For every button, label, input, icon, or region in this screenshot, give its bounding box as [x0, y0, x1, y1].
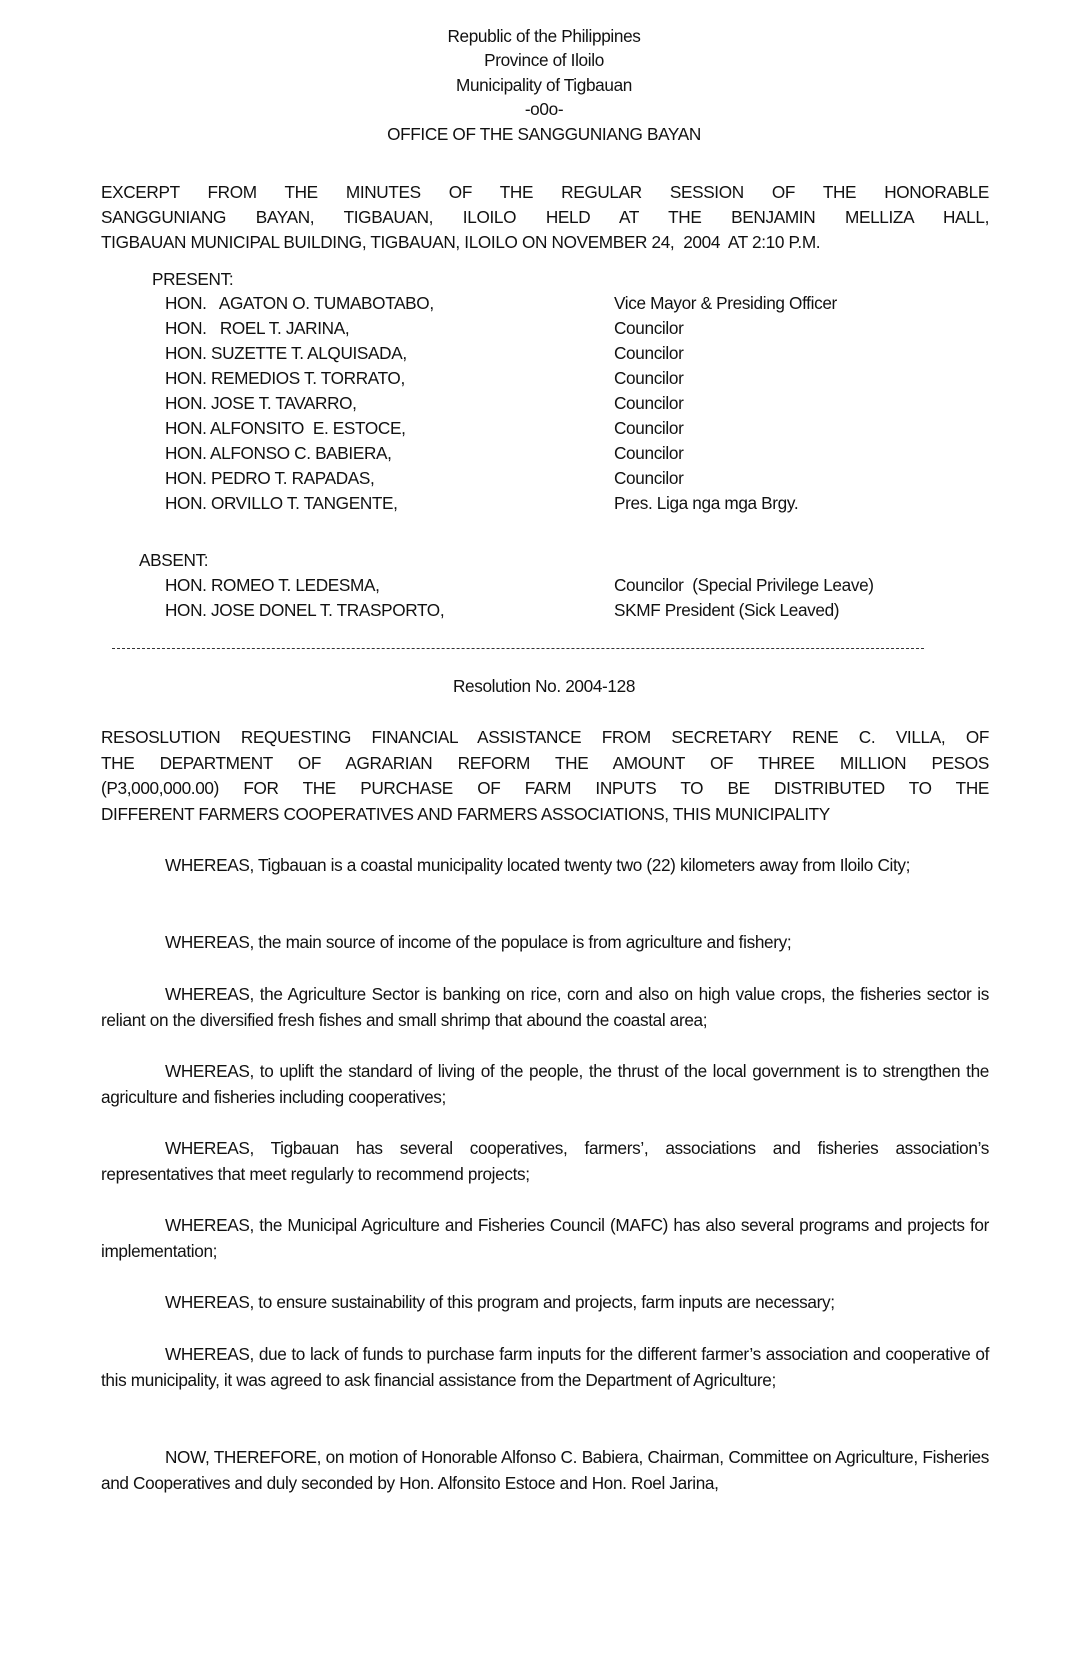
attendee-name: HON. SUZETTE T. ALQUISADA, — [165, 343, 407, 363]
attendee-role: Councilor — [614, 443, 684, 463]
excerpt-line: TIGBAUAN MUNICIPAL BUILDING, TIGBAUAN, ILOILO ON NOVEMBER 24, 2004 AT 2:10 P.M. — [101, 232, 821, 252]
attendee-name: HON. ALFONSO C. BABIERA, — [165, 443, 392, 463]
attendee-row — [165, 441, 985, 466]
letterhead-country: Republic of the Philippines — [447, 26, 641, 46]
attendee-role: Councilor — [614, 418, 684, 438]
whereas-clause: WHEREAS, the Agriculture Sector is banking on rice, corn and also on high value crops, the fisheries sector is reliant on the diversified fresh fishes and small shrimp that abound the coastal area; — [101, 984, 989, 1030]
attendee-name: HON. JOSE T. TAVARRO, — [165, 393, 357, 413]
whereas-clause: WHEREAS, due to lack of funds to purchase farm inputs for the different farmer’s association and cooperative of this municipality, it was agreed to ask financial assistance from the Department of Agriculture; — [101, 1344, 989, 1390]
whereas-clause: WHEREAS, the main source of income of the populace is from agriculture and fishery; — [165, 932, 792, 952]
attendee-row — [165, 466, 985, 491]
absent-label: ABSENT: — [139, 550, 209, 570]
resolution-title-line: RESOSLUTION REQUESTING FINANCIAL ASSISTANCE FROM SECRETARY RENE C. VILLA, OF — [101, 727, 989, 747]
resolution-title-line: (P3,000,000.00) FOR THE PURCHASE OF FARM INPUTS TO BE DISTRIBUTED TO THE — [101, 778, 989, 799]
letterhead-separator: -o0o- — [524, 99, 564, 120]
absentee-row — [165, 598, 985, 623]
excerpt-heading — [101, 180, 989, 255]
absentee-name: HON. JOSE DONEL T. TRASPORTO, — [165, 600, 445, 620]
absentee-row — [165, 573, 985, 598]
now-therefore-clause: NOW, THEREFORE, on motion of Honorable Alfonso C. Babiera, Chairman, Committee on Agriculture, Fisheries and Cooperatives and duly seconded by Hon. Alfonsito Estoce and Hon. Roel Jarina, — [101, 1447, 989, 1493]
attendee-role: Pres. Liga nga mga Brgy. — [614, 493, 799, 513]
attendee-row — [165, 416, 985, 441]
resolution-title-line: THE DEPARTMENT OF AGRARIAN REFORM THE AMOUNT OF THREE MILLION PESOS — [101, 752, 989, 773]
attendee-role: Councilor — [614, 368, 684, 388]
resolution-title-line: DIFFERENT FARMERS COOPERATIVES AND FARMERS ASSOCIATIONS, THIS MUNICIPALITY — [101, 803, 830, 824]
whereas-clause: WHEREAS, Tigbauan has several cooperatives, farmers’, associations and fisheries association’s representatives that meet regularly to recommend projects; — [101, 1138, 989, 1184]
attendee-role: Councilor — [614, 318, 684, 338]
attendee-row — [165, 291, 985, 316]
attendee-name: HON. PEDRO T. RAPADAS, — [165, 468, 375, 488]
attendee-row — [165, 366, 985, 391]
whereas-clause: WHEREAS, to uplift the standard of living of the people, the thrust of the local government is to strengthen the agriculture and fisheries including cooperatives; — [101, 1061, 989, 1107]
present-label: PRESENT: — [152, 269, 234, 289]
letterhead — [0, 24, 1088, 146]
absentee-role: Councilor (Special Privilege Leave) — [614, 575, 874, 595]
attendee-row — [165, 341, 985, 366]
attendee-row — [165, 316, 985, 341]
resolution-title — [101, 725, 989, 827]
letterhead-office: OFFICE OF THE SANGGUNIANG BAYAN — [387, 123, 701, 144]
letterhead-municipality: Municipality of Tigbauan — [456, 74, 632, 95]
whereas-clause: WHEREAS, the Municipal Agriculture and Fisheries Council (MAFC) has also several programs and projects for implementation; — [101, 1215, 989, 1261]
attendee-name: HON. ORVILLO T. TANGENTE, — [165, 493, 398, 513]
excerpt-line: EXCERPT FROM THE MINUTES OF THE REGULAR SESSION OF THE HONORABLE — [101, 182, 989, 202]
attendee-role: Councilor — [614, 343, 684, 363]
absentee-name: HON. ROMEO T. LEDESMA, — [165, 575, 380, 595]
whereas-clause: WHEREAS, to ensure sustainability of this program and projects, farm inputs are necessary; — [165, 1292, 835, 1312]
resolution-number: Resolution No. 2004-128 — [452, 676, 636, 696]
attendee-role: Councilor — [614, 468, 684, 488]
attendee-name: HON. ALFONSITO E. ESTOCE, — [165, 418, 406, 438]
whereas-clause: WHEREAS, Tigbauan is a coastal municipality located twenty two (22) kilometers away from Iloilo City; — [165, 855, 911, 875]
letterhead-province: Province of Iloilo — [484, 50, 604, 71]
excerpt-line: SANGGUNIANG BAYAN, TIGBAUAN, ILOILO HELD AT THE BENJAMIN MELLIZA HALL, — [101, 207, 989, 227]
attendee-name: HON. AGATON O. TUMABOTABO, — [165, 293, 434, 313]
attendee-row — [165, 391, 985, 416]
absentee-role: SKMF President (Sick Leaved) — [614, 600, 840, 620]
attendee-name: HON. REMEDIOS T. TORRATO, — [165, 368, 405, 388]
attendee-row — [165, 491, 985, 516]
dashed-divider — [112, 648, 924, 649]
attendee-role: Councilor — [614, 393, 684, 413]
attendee-name: HON. ROEL T. JARINA, — [165, 318, 350, 338]
attendee-role: Vice Mayor & Presiding Officer — [614, 293, 837, 313]
